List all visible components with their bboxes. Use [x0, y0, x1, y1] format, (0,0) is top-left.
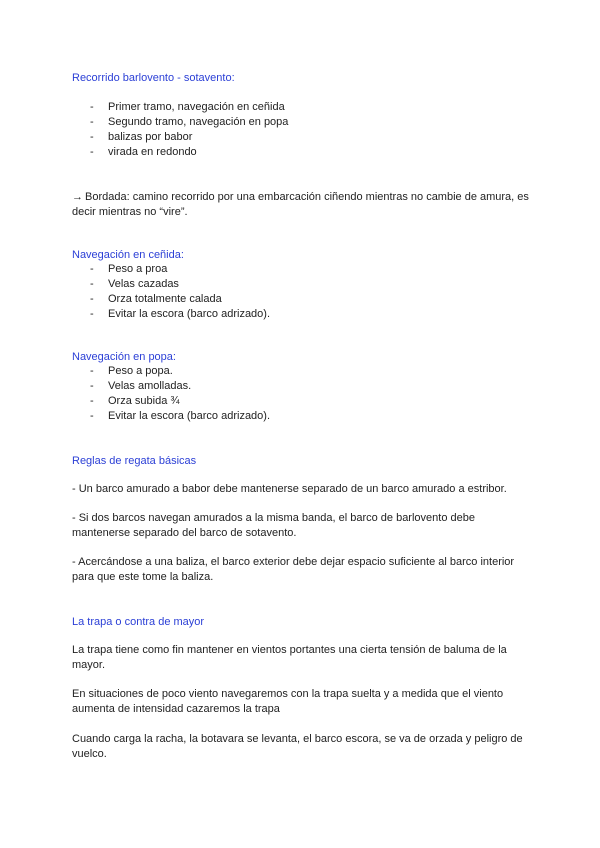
recorrido-list: [90, 100, 288, 160]
list-item: [90, 130, 288, 145]
list-marker: -: [90, 263, 94, 275]
list-item: [90, 115, 288, 130]
list-item: [90, 262, 270, 277]
list-item: [90, 307, 270, 322]
list-marker: -: [90, 116, 94, 128]
arrow-right-icon: →: [72, 191, 83, 203]
list-item-text: Peso a popa.: [108, 365, 173, 377]
regla-paragraph: - Si dos barcos navegan amurados a la misma banda, el barco de barlovento debe mantenerse separado del barco de sotavento.: [72, 512, 475, 539]
list-item-text: Orza totalmente calada: [108, 293, 222, 305]
list-item-text: Segundo tramo, navegación en popa: [108, 116, 289, 128]
list-item-text: balizas por babor: [108, 131, 193, 143]
list-marker: -: [90, 293, 94, 305]
popa-list: [90, 364, 270, 424]
list-item-text: Orza subida ¾: [108, 395, 180, 407]
regla-paragraph: - Acercándose a una baliza, el barco exterior debe dejar espacio suficiente al barco interior para que este tome la baliza.: [72, 556, 515, 583]
list-item-text: Evitar la escora (barco adrizado).: [108, 410, 271, 422]
list-marker: -: [90, 101, 94, 113]
list-item-text: Primer tramo, navegación en ceñida: [108, 101, 285, 113]
list-marker: -: [90, 131, 94, 143]
list-item-text: Velas cazadas: [108, 278, 179, 290]
trapa-paragraph: La trapa tiene como fin mantener en vientos portantes una cierta tensión de baluma de la mayor.: [72, 644, 507, 671]
trapa-paragraph: En situaciones de poco viento navegaremos con la trapa suelta y a medida que el viento aumenta de intensidad cazaremos la trapa: [72, 688, 504, 715]
list-item: [90, 145, 288, 160]
list-item: [90, 292, 270, 307]
section-heading-trapa: La trapa o contra de mayor: [72, 616, 205, 628]
cenida-list: [90, 262, 270, 322]
list-item-text: virada en redondo: [108, 146, 197, 158]
list-item: [90, 379, 270, 394]
section-heading-cenida: Navegación en ceñida:: [72, 249, 184, 261]
trapa-paragraph: Cuando carga la racha, la botavara se levanta, el barco escora, se va de orzada y peligro de vuelco.: [72, 733, 523, 760]
bordada-text: Bordada: camino recorrido por una embarcación ciñendo mientras no cambie de amura, es decir mientras no “vire”.: [72, 191, 529, 218]
section-heading-popa: Navegación en popa:: [72, 351, 176, 363]
list-item: [90, 394, 270, 409]
bordada-definition: [72, 190, 532, 220]
list-marker: -: [90, 146, 94, 158]
list-item-text: Peso a proa: [108, 263, 168, 275]
list-item-text: Evitar la escora (barco adrizado).: [108, 308, 271, 320]
list-marker: -: [90, 395, 94, 407]
list-marker: -: [90, 380, 94, 392]
regla-paragraph: - Un barco amurado a babor debe mantenerse separado de un barco amurado a estribor.: [72, 483, 507, 495]
list-item: [90, 100, 288, 115]
list-item: [90, 409, 270, 424]
list-item: [90, 277, 270, 292]
section-heading-recorrido: Recorrido barlovento - sotavento:: [72, 72, 235, 84]
list-marker: -: [90, 365, 94, 377]
list-marker: -: [90, 308, 94, 320]
section-heading-reglas: Reglas de regata básicas: [72, 455, 197, 467]
list-item: [90, 364, 270, 379]
list-marker: -: [90, 410, 94, 422]
list-item-text: Velas amolladas.: [108, 380, 192, 392]
list-marker: -: [90, 278, 94, 290]
